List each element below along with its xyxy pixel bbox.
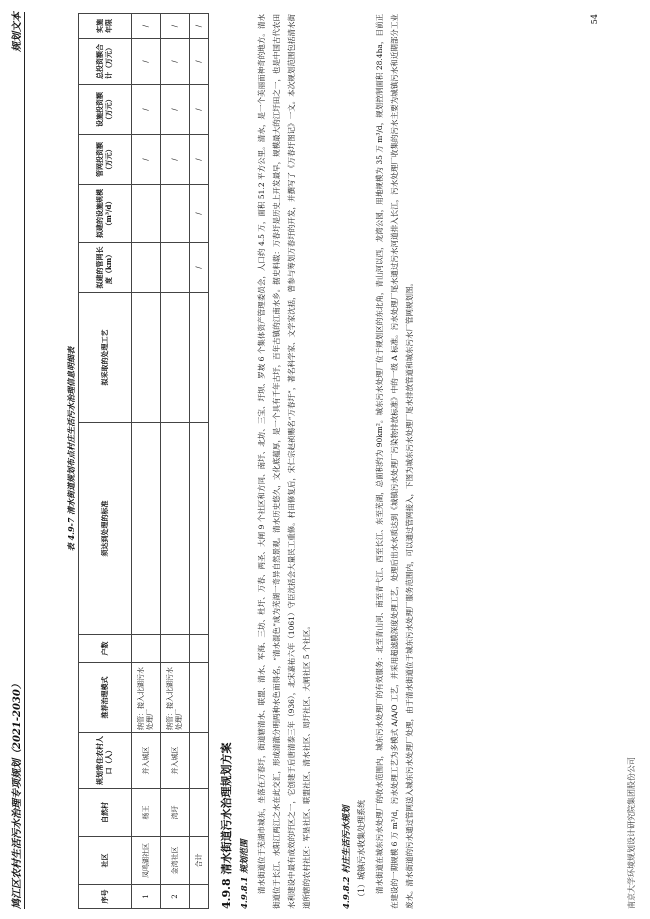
table-row: [132, 14, 161, 909]
table-cell: /: [132, 135, 161, 185]
table-cell: [132, 185, 161, 243]
table-cell: [132, 423, 161, 635]
table-cell: [190, 423, 209, 635]
col-header: 须达到处理的标准: [79, 423, 132, 635]
table-header-row: [79, 14, 132, 909]
col-header: 自然村: [79, 789, 132, 837]
col-header: 社区: [79, 837, 132, 885]
table-cell: /: [190, 39, 209, 85]
footer-publisher: 南京大学环境规划设计研究院集团股份公司: [627, 757, 636, 909]
table-cell: /: [190, 243, 209, 293]
section-title: 4.9.8 清水街道污水治理规划方案: [220, 742, 233, 909]
table-row: [161, 14, 190, 909]
table-cell: [132, 243, 161, 293]
col-header: 实施年限: [79, 14, 132, 39]
col-header: 拟建的设施规模（m³/d）: [79, 185, 132, 243]
header-doc-type: 规划文本: [12, 12, 23, 52]
table-cell: /: [161, 39, 190, 85]
table-cell: /: [132, 39, 161, 85]
col-header: 总投资额合计（万元）: [79, 39, 132, 85]
table-cell: /: [132, 14, 161, 39]
table-cell: 金湾社区: [161, 837, 190, 885]
table-cell: 1: [132, 885, 161, 909]
table-cell: [190, 885, 209, 909]
table-cell: [161, 185, 190, 243]
col-header: 规划常住农村人口（人）: [79, 733, 132, 789]
paragraph-sewage: 清水街道在城东污水处理厂的收水范围内，城东污水处理厂的有效服务：北至青山河、南至青弋江、西至长江、东至芜湖，总面积约为 90km²。城东污水处理厂位于规划区的东北角，青山河以西，龙湾公园，用地规模为 35 万 m³/d，规划控制面积 28.4ha，目前正在建设的一期规模 6 万 m³/d，污水处理工艺为多模式 A/A/O 工艺，并采用超滤膜深度处理工艺，处理后出水水质达到《城镇污水处理厂污染物排放标准》中的一级 A 标准。污水处理厂尾水通过污水河道排入长江，污水处理厂收集的污水主要为城镇污水和近期部分工业废水。清水街道的污水通过管网送入城东污水处理厂处理，由于清水街道位于城东污水处理厂服务范围内，可以通过管网接入，下图为城东污水处理厂尾水排放管道和城东污水厂管网规划图。: [375, 14, 414, 909]
col-header: 管网投资额（万元）: [79, 135, 132, 185]
table-cell: 合计: [190, 837, 209, 885]
col-header: 推荐治理模式: [79, 663, 132, 733]
table-cell: 纳管：接入北湖污水处理厂: [132, 663, 161, 733]
table-cell: [161, 635, 190, 663]
table-cell: [161, 293, 190, 423]
table-cell: /: [132, 85, 161, 135]
table-cell: /: [190, 85, 209, 135]
table-cell: 凤鸣湖社区: [132, 837, 161, 885]
table-cell: [190, 635, 209, 663]
table-cell: [132, 293, 161, 423]
table-cell: /: [161, 135, 190, 185]
col-header: 设施投资额（万元）: [79, 85, 132, 135]
table-cell: 并入城区: [161, 733, 190, 789]
table-cell: 纳管：接入北湖污水处理厂: [161, 663, 190, 733]
table-cell: /: [190, 135, 209, 185]
treatment-table: [78, 13, 209, 909]
paragraph-scope: 清水街道位于芜湖市城东，坐落在万春圩，街道辖清水、联盟、清水、军海、三坊、杜圩、万春、两圣、大闸 9 个社区和方同、南圩、北坊、三宝、圩坝、罗坡 6 个集体资产管理委员会，人口约 4.5 万，面积 51.2 平方公里。清水，是一个美丽而神奇的地方。清水街道位于长江、水阳江两江之水在此交汇，形成清澈分明两种水色而得名，“清水混色”成为芜湖一奇异自然景观。清水历史悠久，文化底蕴厚，是一个具有千年古圩，百年古镇的江南水乡。据史料载：万春圩是历史上开发最早，规模最大的江圩田之一，也是中国古代农田水利建设中最有成效的圩区之一，它创建于后唐清泰三年（936），北宋嘉祐六年（1061）守臣沈括会大量民工重修。村田修复后，宋仁宗赵祯赐名“万春圩”，著名科学家、文学家沈括，曾参与筹划万春圩的开发，并撰写了《万春圩图记》一文。本次规划范围包括清水街道所辖的农村社区：军垦社区、联盟社区、清水社区、周圩社区、大闸社区 5 个社区。: [257, 14, 311, 909]
table-cell: 2: [161, 885, 190, 909]
table-caption: 表 4.9-7 清水街道规划布点村庄生活污水治理信息明细表: [66, 346, 76, 552]
col-header: 拟采取的处理工艺: [79, 293, 132, 423]
table-cell: /: [161, 14, 190, 39]
page-number: 54: [590, 14, 599, 25]
table-cell: [190, 663, 209, 733]
col-header: 拟建的管网长度（km）: [79, 243, 132, 293]
table-cell: 并入城区: [132, 733, 161, 789]
table-cell: /: [190, 14, 209, 39]
header-title: 鸠江区农村生活污水治理专项规划（2021-2030）: [12, 679, 23, 909]
col-header: 序号: [79, 885, 132, 909]
table-total-row: [190, 14, 209, 909]
table-cell: /: [190, 185, 209, 243]
table-cell: [190, 293, 209, 423]
col-header: 户数: [79, 635, 132, 663]
table-cell: [190, 789, 209, 837]
table-cell: [161, 423, 190, 635]
subsection-title-scope: 4.9.8.1 规划范围: [240, 839, 250, 909]
table-cell: [161, 243, 190, 293]
subsection-item-title: （1）城镇污水收集处理系统: [357, 799, 366, 901]
table-cell: [132, 635, 161, 663]
table-cell: [190, 733, 209, 789]
table-cell: 杨王: [132, 789, 161, 837]
header-rule: [24, 12, 25, 909]
table-cell: 湾圩: [161, 789, 190, 837]
subsection-title-sewage: 4.9.8.2 村庄生活污水规划: [342, 805, 352, 909]
table-cell: /: [161, 85, 190, 135]
